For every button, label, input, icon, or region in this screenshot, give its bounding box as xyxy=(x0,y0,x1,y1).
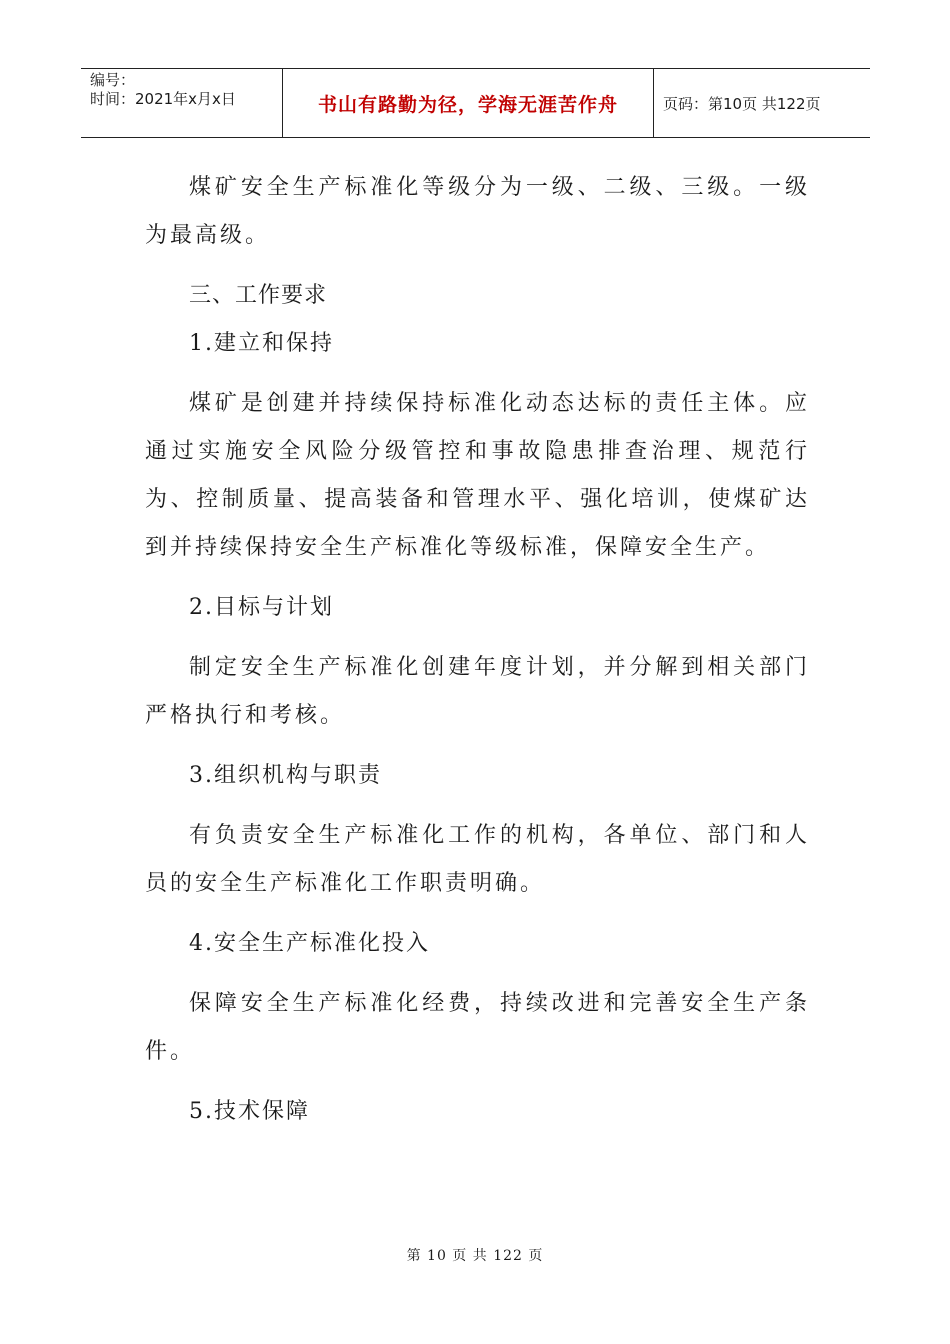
header-meta xyxy=(81,69,282,137)
header-page-info: 页码：第10页 共122页 xyxy=(663,94,821,113)
section-heading: 三、工作要求 xyxy=(189,283,328,308)
item-title-1: 1.建立和保持 xyxy=(189,331,334,356)
document-time: 时间：2021年x月x日 xyxy=(90,90,236,108)
item-title-3: 3.组织机构与职责 xyxy=(189,763,382,788)
item-text-1: 煤矿是创建并持续保持标准化动态达标的责任主体。应通过实施安全风险分级管控和事故隐患排查治理、规范行为、控制质量、提高装备和管理水平、强化培训，使煤矿达到并持续保持安全生产标准化等级标准，保障安全生产。 xyxy=(145,391,810,560)
header-motto: 书山有路勤为径，学海无涯苦作舟 xyxy=(317,93,618,116)
document-number-label: 编号： xyxy=(90,71,136,89)
page-header xyxy=(81,68,870,138)
item-text-4: 保障安全生产标准化经费，持续改进和完善安全生产条件。 xyxy=(145,991,810,1064)
item-title-4: 4.安全生产标准化投入 xyxy=(189,931,430,956)
header-motto-cell xyxy=(282,69,654,137)
item-text-3: 有负责安全生产标准化工作的机构，各单位、部门和人员的安全生产标准化工作职责明确。 xyxy=(145,823,810,896)
document-body xyxy=(145,164,810,1136)
item-title-2: 2.目标与计划 xyxy=(189,595,334,620)
item-text-2: 制定安全生产标准化创建年度计划，并分解到相关部门严格执行和考核。 xyxy=(145,655,810,728)
page-footer: 第 10 页 共 122 页 xyxy=(406,1248,544,1264)
paragraph-grade-levels: 煤矿安全生产标准化等级分为一级、二级、三级。一级为最高级。 xyxy=(145,175,810,248)
item-title-5: 5.技术保障 xyxy=(189,1099,310,1124)
